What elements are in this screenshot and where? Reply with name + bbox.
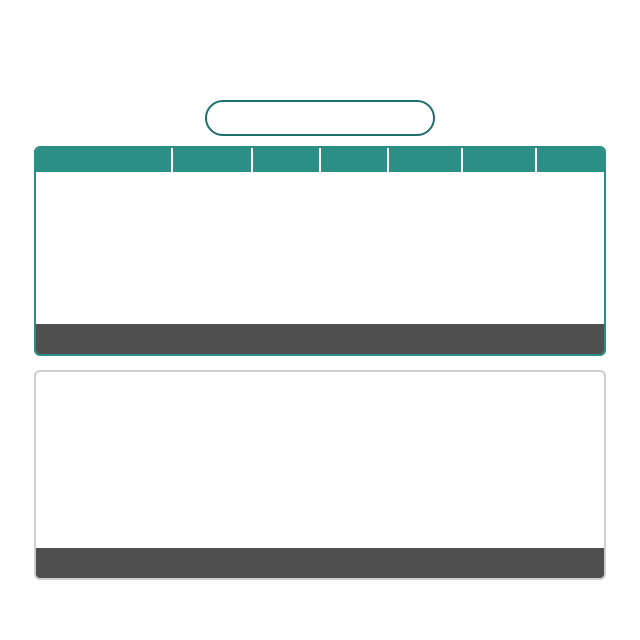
column-header: [252, 148, 320, 172]
column-header: [320, 148, 388, 172]
column-header: [462, 148, 536, 172]
reactions-panel: [34, 370, 606, 580]
properties-panel: [34, 146, 606, 356]
column-header: [388, 148, 462, 172]
section-pill: [205, 100, 435, 136]
column-header: [536, 148, 604, 172]
column-header: [172, 148, 252, 172]
properties-overlay-label: [36, 324, 604, 354]
reactions-overlay-label: [36, 548, 604, 578]
table-header-row: [36, 148, 604, 172]
column-header: [36, 148, 172, 172]
properties-table: [36, 148, 604, 172]
